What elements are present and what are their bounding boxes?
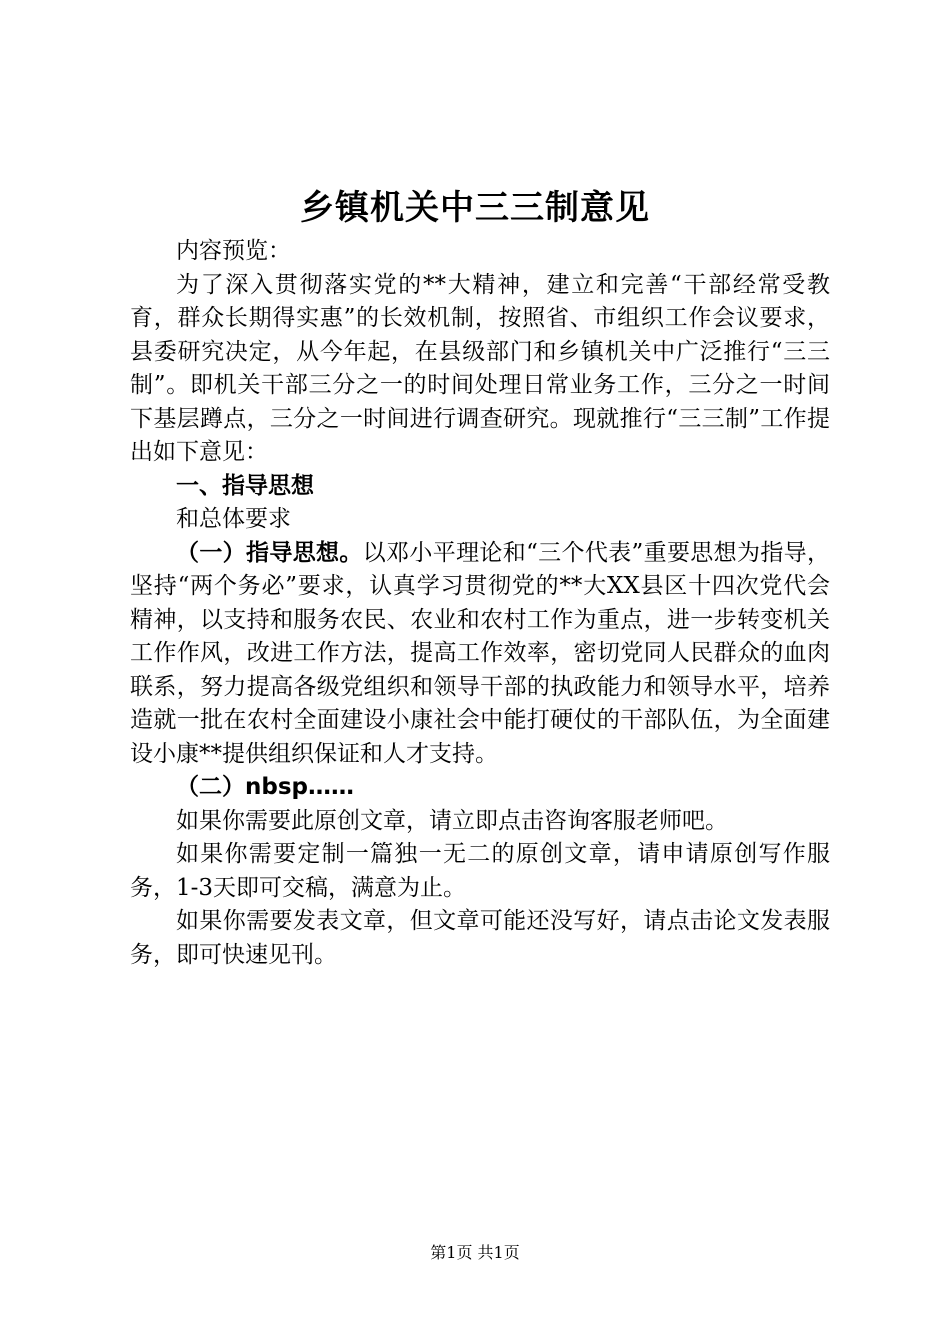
document-title: 乡镇机关中三三制意见: [300, 188, 650, 228]
document-body: [130, 235, 830, 972]
preview-label: 内容预览：: [176, 238, 291, 264]
promo-custom-writing-paragraph: 如果你需要定制一篇独一无二的原创文章，请申请原创写作服务，1-3天即可交稿，满意为止。: [130, 841, 830, 901]
subsection-1-text: 以邓小平理论和“三个代表”重要思想为指导，坚持“两个务必”要求，认真学习贯彻党的**大XX县区十四次党代会精神，以支持和服务农民、农业和农村工作为重点，进一步转变机关工作作风，改进工作方法，提高工作效率，密切党同人民群众的血肉联系，努力提高各级党组织和领导干部的执政能力和领导水平，培养造就一批在农村全面建设小康社会中能打硬仗的干部队伍，为全面建设小康**提供组织保证和人才支持。: [130, 539, 830, 767]
subsection-2-heading: （二）nbsp……: [176, 774, 354, 800]
page-number-footer: 第1页 共1页: [430, 1243, 520, 1262]
promo-consult-paragraph: 如果你需要此原创文章，请立即点击咨询客服老师吧。: [176, 807, 728, 834]
section-heading-1-continued: 和总体要求: [176, 506, 291, 532]
subsection-1-heading: （一）指导思想。: [176, 539, 363, 566]
subsection-1-paragraph: [130, 537, 830, 772]
intro-paragraph: 为了深入贯彻落实党的**大精神，建立和完善“干部经常受教育，群众长期得实惠”的长效机制，按照省、市组织工作会议要求，县委研究决定，从今年起，在县级部门和乡镇机关中广泛推行“三三制”。即机关干部三分之一的时间处理日常业务工作，三分之一时间下基层蹲点，三分之一时间进行调查研究。现就推行“三三制”工作提出如下意见：: [130, 271, 830, 465]
section-heading-1: 一、指导思想: [176, 472, 314, 499]
promo-publish-paragraph: 如果你需要发表文章，但文章可能还没写好，请点击论文发表服务，即可快速见刊。: [130, 908, 830, 968]
